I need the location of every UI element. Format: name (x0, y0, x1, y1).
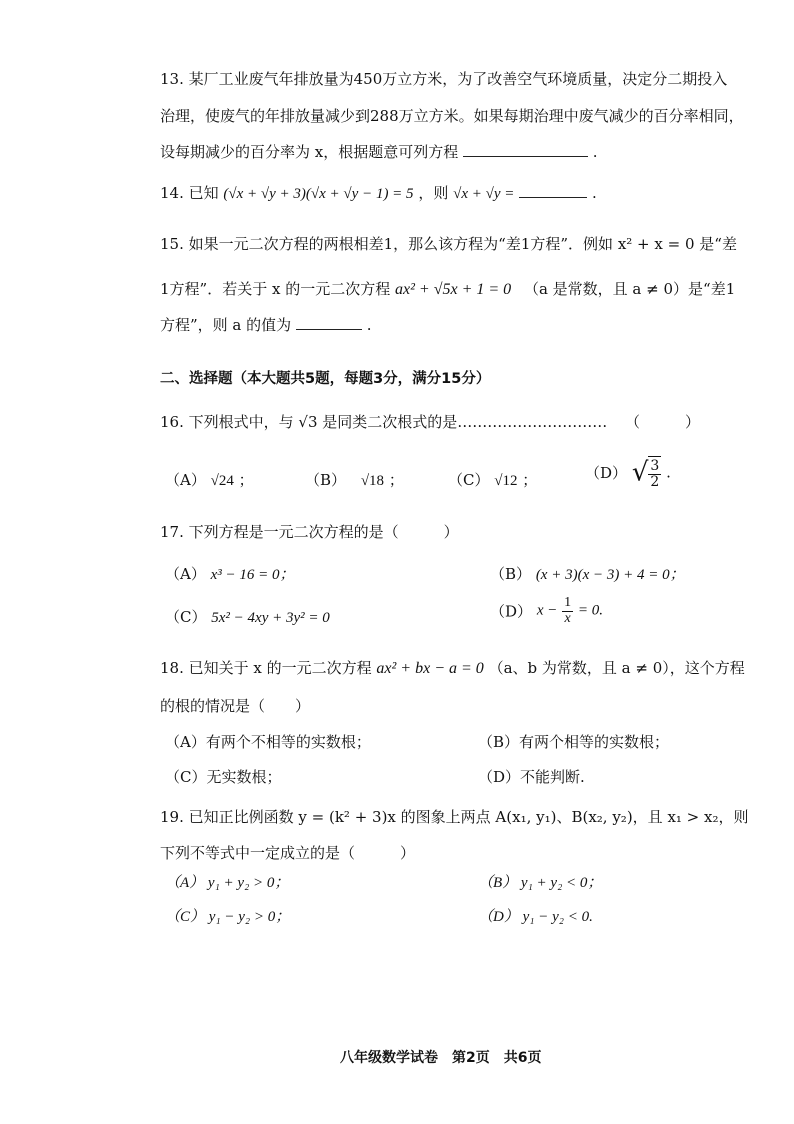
q16-d-fraction (648, 456, 661, 489)
q17-option-c[interactable] (165, 606, 330, 627)
q16-option-a[interactable] (165, 469, 254, 490)
q15-equation: ax² + √5x + 1 = 0 (395, 281, 512, 298)
q18-option-b[interactable]: （B）有两个相等的实数根； (478, 733, 670, 751)
q16-d-denominator: 2 (650, 473, 660, 490)
section-2-title: 二、选择题（本大题共5题，每题3分，满分15分） (160, 371, 491, 387)
q19-line1: 19. 已知正比例函数 y = (k² + 3)x 的图象上两点 A(x₁, y₁)、B(x₂, y₂)，且 x₁ > x₂，则 (160, 808, 749, 826)
q17-d-label: （D） (490, 602, 533, 621)
q18-line1-a: 18. 已知关于 x 的一元二次方程 (160, 659, 372, 677)
q17-option-a[interactable] (165, 563, 295, 584)
q15-line3 (160, 314, 372, 335)
q14-equation: (√x + √y + 3)(√x + √y − 1) = 5 (223, 186, 414, 202)
q16-c-sep: ； (522, 471, 538, 489)
q18-line1-b: （a、b 为常数，且 a ≠ 0），这个方程 (488, 659, 745, 677)
q13-line2: 治理，使废气的年排放量减少到288万立方米。如果每期治理中废气减少的百分率相同， (160, 107, 744, 125)
q13-line3-text: 设每期减少的百分率为 x，根据题意可列方程 (160, 143, 459, 161)
q16-d-label: （D） (585, 464, 628, 483)
q16-stem: 16. 下列根式中，与 √3 是同类二次根式的是………………………… (160, 413, 608, 431)
q17-d-pre: x − (536, 602, 558, 619)
q13-line3 (160, 141, 598, 162)
q18-equation: ax² + bx − a = 0 (376, 660, 484, 677)
q15-line1: 15. 如果一元二次方程的两根相差1，那么该方程为“差1方程”．例如 x² + x = 0 是“差 (160, 235, 737, 253)
q16-c-label: （C） (448, 471, 490, 489)
q16-d-end: . (666, 463, 671, 482)
q14-prefix: 14. 已知 (160, 184, 219, 202)
q16-b-value: √18 (360, 473, 385, 489)
q17-c-label: （C） (165, 608, 207, 626)
q16-d-root-sign: √ (631, 457, 649, 488)
q15-line2 (160, 278, 735, 299)
q16-option-b[interactable] (305, 469, 404, 490)
q17-d-numerator: 1 (564, 595, 572, 610)
q16-b-sep: ； (388, 471, 404, 489)
q16-b-label: （B） (305, 471, 347, 489)
q18-option-a[interactable]: （A）有两个不相等的实数根； (165, 733, 371, 751)
q14-ask: √x + √y = (453, 186, 515, 202)
q13-end: . (592, 143, 598, 161)
q13-line1: 13. 某厂工业废气年排放量为450万立方米，为了改善空气环境质量，决定分二期投入 (160, 70, 728, 88)
q16-a-label: （A） (165, 471, 206, 489)
q14-middle: ，则 (418, 184, 449, 202)
q16-answer-paren[interactable]: （ ） (625, 413, 701, 431)
q17-b-label: （B） (490, 565, 532, 583)
q14-answer-blank[interactable] (519, 183, 587, 198)
q14-line (160, 182, 597, 203)
q16-c-value: √12 (494, 473, 518, 489)
q16-option-c[interactable] (448, 469, 537, 490)
q17-d-denominator: x (564, 610, 571, 626)
q19-line2: 下列不等式中一定成立的是（ ） (160, 844, 416, 862)
q18-option-d[interactable]: （D）不能判断. (478, 768, 585, 786)
q17-d-fraction (562, 596, 573, 626)
q16-d-numerator: 3 (650, 458, 660, 474)
q16-option-d[interactable] (585, 456, 671, 489)
q17-d-post: = 0. (577, 602, 604, 619)
page-footer: 八年级数学试卷 第2页 共6页 (340, 1050, 542, 1066)
q16-a-value: √24 (210, 473, 234, 489)
q19-option-c[interactable]: （C） y₁ − y₂ > 0； (165, 909, 291, 925)
q17-a-value: x³ − 16 = 0； (210, 567, 295, 583)
q17-option-b[interactable] (490, 563, 685, 584)
q17-b-value: (x + 3)(x − 3) + 4 = 0； (535, 567, 685, 583)
q19-option-a[interactable]: （A） y₁ + y₂ > 0； (165, 875, 290, 891)
q17-option-d[interactable] (490, 596, 603, 626)
q18-line2: 的根的情况是（ ） (160, 697, 311, 715)
q17-c-value: 5x² − 4xy + 3y² = 0 (211, 610, 330, 626)
q15-end: . (366, 316, 372, 334)
q15-line2-b: （a 是常数，且 a ≠ 0）是“差1 (523, 280, 736, 298)
q17-a-label: （A） (165, 565, 206, 583)
q15-answer-blank[interactable] (296, 315, 362, 330)
q16-a-sep: ； (238, 471, 254, 489)
q19-option-b[interactable]: （B） y₁ + y₂ < 0； (478, 875, 603, 891)
q17-stem: 17. 下列方程是一元二次方程的是（ ） (160, 523, 459, 541)
q15-line2-a: 1方程”．若关于 x 的一元二次方程 (160, 280, 391, 298)
q15-line3-text: 方程”，则 a 的值为 (160, 316, 292, 334)
q13-answer-blank[interactable] (463, 142, 588, 157)
q18-line1 (160, 657, 745, 678)
q19-option-d[interactable]: （D） y₁ − y₂ < 0. (478, 909, 593, 925)
q18-option-c[interactable]: （C）无实数根； (165, 768, 282, 786)
q14-end: . (591, 184, 597, 202)
